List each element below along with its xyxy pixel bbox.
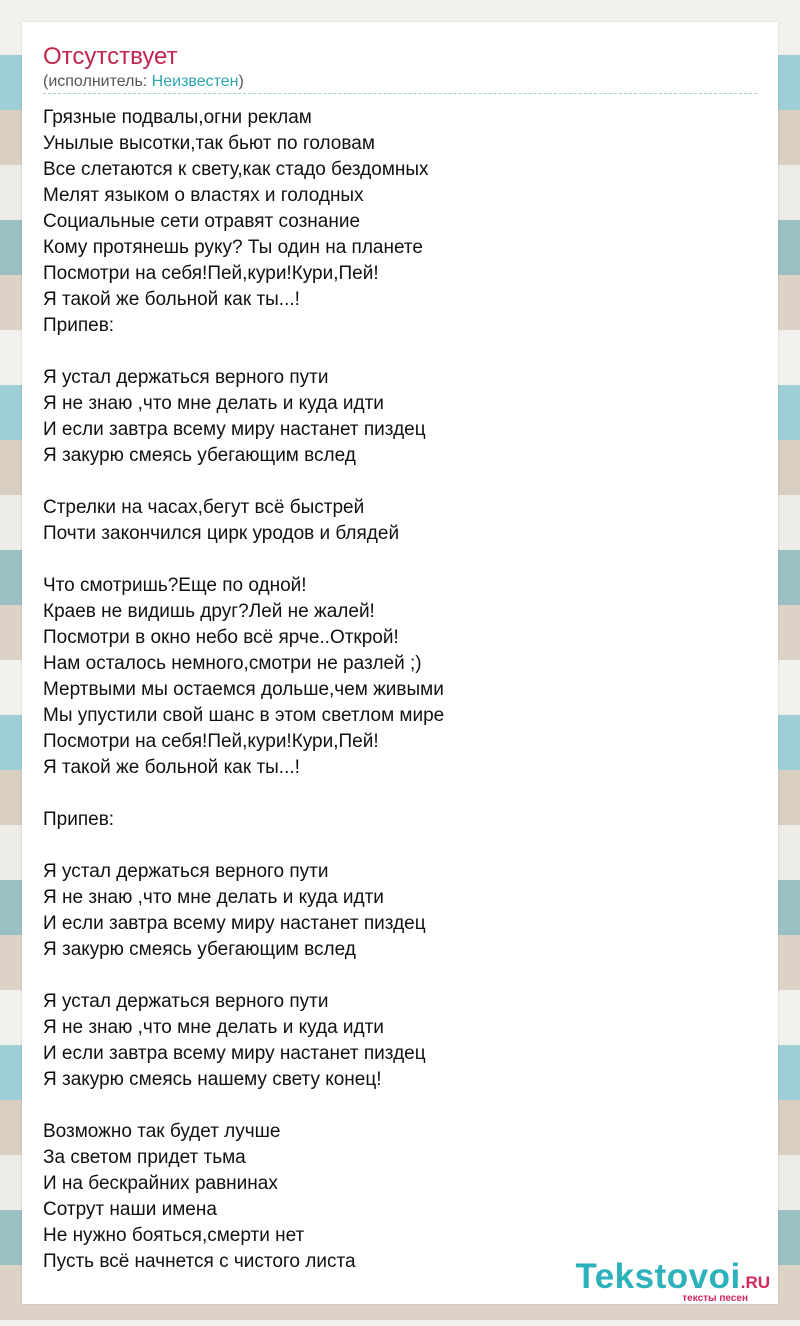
lyric-line: Я не знаю ,что мне делать и куда идти [43,393,384,414]
lyrics-text [43,105,768,1275]
lyric-line: Посмотри на себя!Пей,кури!Кури,Пей! [43,731,379,752]
lyric-line: Припев: [43,315,115,336]
lyric-line: Краев не видишь друг?Лей не жалей! [43,601,375,622]
lyric-line: Социальные сети отравят сознание [43,211,361,232]
lyric-line: Я устал держаться верного пути [43,367,329,388]
lyric-line: Пусть всё начнется с чистого листа [43,1251,356,1272]
lyric-line: Все слетаются к свету,как стадо бездомных [43,159,429,180]
lyric-line: Посмотри на себя!Пей,кури!Кури,Пей! [43,263,379,284]
lyric-line: Я не знаю ,что мне делать и куда идти [43,1017,384,1038]
blank-line [43,833,768,859]
blank-line [43,469,768,495]
lyric-line: Возможно так будет лучше [43,1121,281,1142]
lyric-line: Стрелки на часах,бегут всё быстрей [43,497,365,518]
blank-line [43,339,768,365]
lyric-line: Я закурю смеясь нашему свету конец! [43,1069,382,1090]
performer-prefix: (исполнитель: [43,73,152,90]
lyric-line: Сотрут наши имена [43,1199,217,1220]
blank-line [43,547,768,573]
lyric-line: Я закурю смеясь убегающим вслед [43,445,356,466]
lyric-line: И если завтра всему миру настанет пиздец [43,1043,426,1064]
lyric-line: И если завтра всему миру настанет пиздец [43,913,426,934]
lyric-line: Я такой же больной как ты...! [43,757,300,778]
logo-tld: .RU [740,1273,770,1292]
performer-suffix: ) [238,73,244,90]
lyric-line: Унылые высотки,так бьют по головам [43,133,375,154]
lyric-line: Грязные подвалы,огни реклам [43,107,312,128]
lyric-line: Я устал держаться верного пути [43,991,329,1012]
lyric-line: Мы упустили свой шанс в этом светлом мире [43,705,445,726]
lyric-line: Я такой же больной как ты...! [43,289,300,310]
lyric-line: Что смотришь?Еще по одной! [43,575,307,596]
lyric-line: Кому протянешь руку? Ты один на планете [43,237,423,258]
lyric-line: Мелят языком о властях и голодных [43,185,364,206]
artist-link[interactable]: Неизвестен [151,73,239,90]
lyric-line: И на бескрайних равнинах [43,1173,278,1194]
dashed-divider [43,93,757,94]
song-title: Отсутствует [43,43,178,70]
lyric-line: Я устал держаться верного пути [43,861,329,882]
blank-line [43,1093,768,1119]
lyric-line: Нам осталось немного,смотри не разлей ;) [43,653,422,674]
lyric-line: Я закурю смеясь убегающим вслед [43,939,356,960]
logo-tagline: тексты песен [682,1293,748,1304]
lyric-line: Не нужно бояться,смерти нет [43,1225,305,1246]
blank-line [43,781,768,807]
performer-line [43,72,244,92]
lyric-line: Мертвыми мы остаемся дольше,чем живыми [43,679,444,700]
lyrics-card [22,22,778,1304]
tekstovoi-logo[interactable] [560,1258,770,1304]
lyric-line: Почти закончился цирк уродов и блядей [43,523,400,544]
blank-line [43,963,768,989]
lyric-line: За светом придет тьма [43,1147,246,1168]
lyric-line: Посмотри в окно небо всё ярче..Открой! [43,627,399,648]
logo-name: Tekstovoi [575,1257,741,1296]
lyric-line: Я не знаю ,что мне делать и куда идти [43,887,384,908]
lyric-line: И если завтра всему миру настанет пиздец [43,419,426,440]
lyric-line: Припев: [43,809,115,830]
